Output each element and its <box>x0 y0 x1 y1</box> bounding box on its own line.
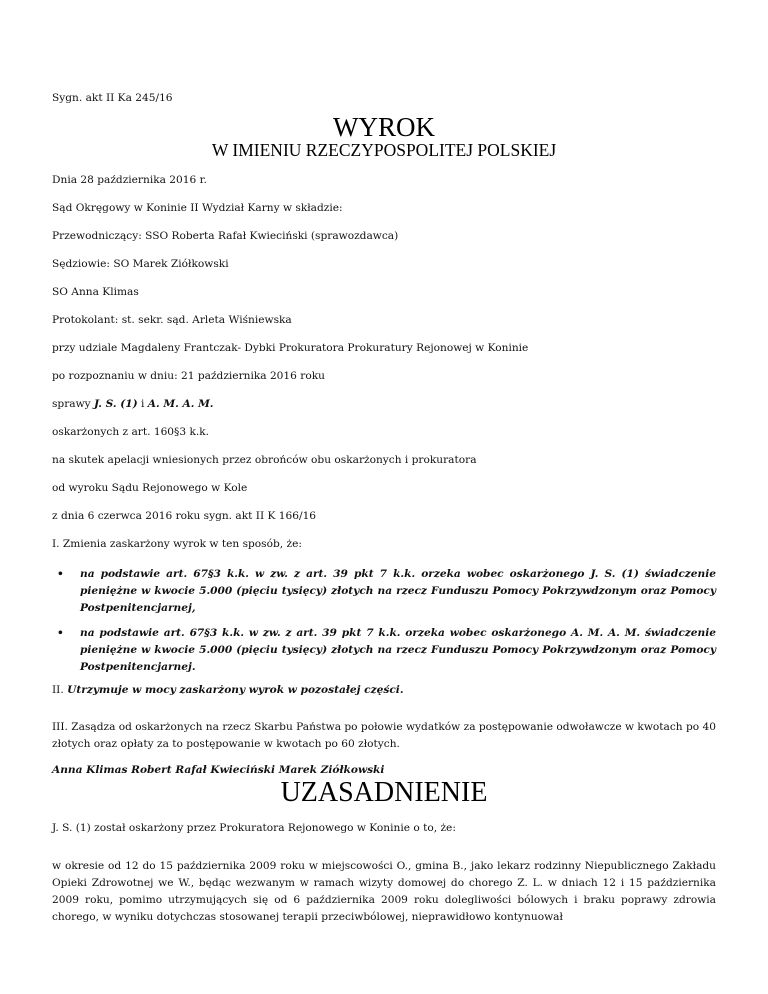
point-three: III. Zasądza od oskarżonych na rzecz Skarbu Państwa po połowie wydatków za postępowanie odwoławcze w kwotach po 40 złotych oraz opłaty za to postępowanie w kwotach po 60 złotych. <box>52 721 716 750</box>
bullet-item <box>57 625 716 676</box>
bullet-dot-icon: • <box>57 568 64 580</box>
signatures: Anna Klimas Robert Rafał Kwieciński Marek Ziółkowski <box>52 764 385 776</box>
point-one: I. Zmienia zaskarżony wyrok w ten sposób, że: <box>52 538 302 550</box>
judge-second: SO Anna Klimas <box>52 286 139 298</box>
case-conjunction: i <box>137 398 148 410</box>
verdict-title: WYROK <box>333 112 435 142</box>
charges-line: oskarżonych z art. 160§3 k.k. <box>52 426 210 438</box>
judges-line: Sędziowie: SO Marek Ziółkowski <box>52 258 229 270</box>
court-line: Sąd Okręgowy w Koninie II Wydział Karny w składzie: <box>52 202 343 214</box>
verdict-subtitle: W IMIENIU RZECZYPOSPOLITEJ POLSKIEJ <box>211 140 557 160</box>
justification-title: UZASADNIENIE <box>280 777 488 808</box>
lower-court-date: z dnia 6 czerwca 2016 roku sygn. akt II K 166/16 <box>52 510 317 522</box>
clerk-line: Protokolant: st. sekr. sąd. Arleta Wiśniewska <box>52 314 292 326</box>
point-two-number: II. <box>52 684 68 696</box>
defendant-b: A. M. A. M. <box>147 398 214 410</box>
point-two <box>52 684 404 696</box>
case-signature: Sygn. akt II Ka 245/16 <box>52 92 173 104</box>
justification-intro: J. S. (1) został oskarżony przez Prokuratora Rejonowego w Koninie o to, że: <box>52 822 456 834</box>
justification-body: w okresie od 12 do 15 października 2009 roku w miejscowości O., gmina B., jako lekarz rodzinny Niepublicznego Zakładu Opieki Zdrowotnej we W., będąc wezwanym w ramach wizyty domowej do chorego Z. L. w dniach 12 i 15 października 2009 roku, pomimo utrzymujących się od 6 października 2009 roku dolegliwości bólowych i braku poprawy zdrowia chorego, w wyniku dotychczas stosowanej terapii przeciwbólowej, nieprawidłowo kontynuował <box>52 860 716 923</box>
prosecutor-line: przy udziale Magdaleny Frantczak- Dybki Prokuratora Prokuratury Rejonowej w Koninie <box>52 342 529 354</box>
lower-court-line: od wyroku Sądu Rejonowego w Kole <box>52 482 248 494</box>
case-parties <box>52 398 214 410</box>
bullet-item <box>57 566 716 617</box>
case-prefix: sprawy <box>52 398 95 410</box>
bullet-text: na podstawie art. 67§3 k.k. w zw. z art. 39 pkt 7 k.k. orzeka wobec oskarżonego J. S. (1) świadczenie pieniężne w kwocie 5.000 (pięciu tysięcy) złotych na rzecz Funduszu Pomocy Pokrzywdzonym oraz Pomocy Postpenitencjarnej, <box>80 568 716 614</box>
bullet-dot-icon: • <box>57 627 64 639</box>
presiding-judge: Przewodniczący: SSO Roberta Rafał Kwieciński (sprawozdawca) <box>52 230 399 242</box>
appeal-line: na skutek apelacji wniesionych przez obrońców obu oskarżonych i prokuratora <box>52 454 477 466</box>
defendant-a: J. S. (1) <box>94 398 138 410</box>
verdict-date: Dnia 28 października 2016 r. <box>52 174 207 186</box>
hearing-date: po rozpoznaniu w dniu: 21 października 2016 roku <box>52 370 325 382</box>
bullet-text: na podstawie art. 67§3 k.k. w zw. z art. 39 pkt 7 k.k. orzeka wobec oskarżonego A. M. A. M. świadczenie pieniężne w kwocie 5.000 (pięciu tysięcy) złotych na rzecz Funduszu Pomocy Pokrzywdzonym oraz Pomocy Postpenitencjarnej. <box>80 627 716 673</box>
point-two-text: Utrzymuje w mocy zaskarżony wyrok w pozostałej części. <box>67 684 404 696</box>
